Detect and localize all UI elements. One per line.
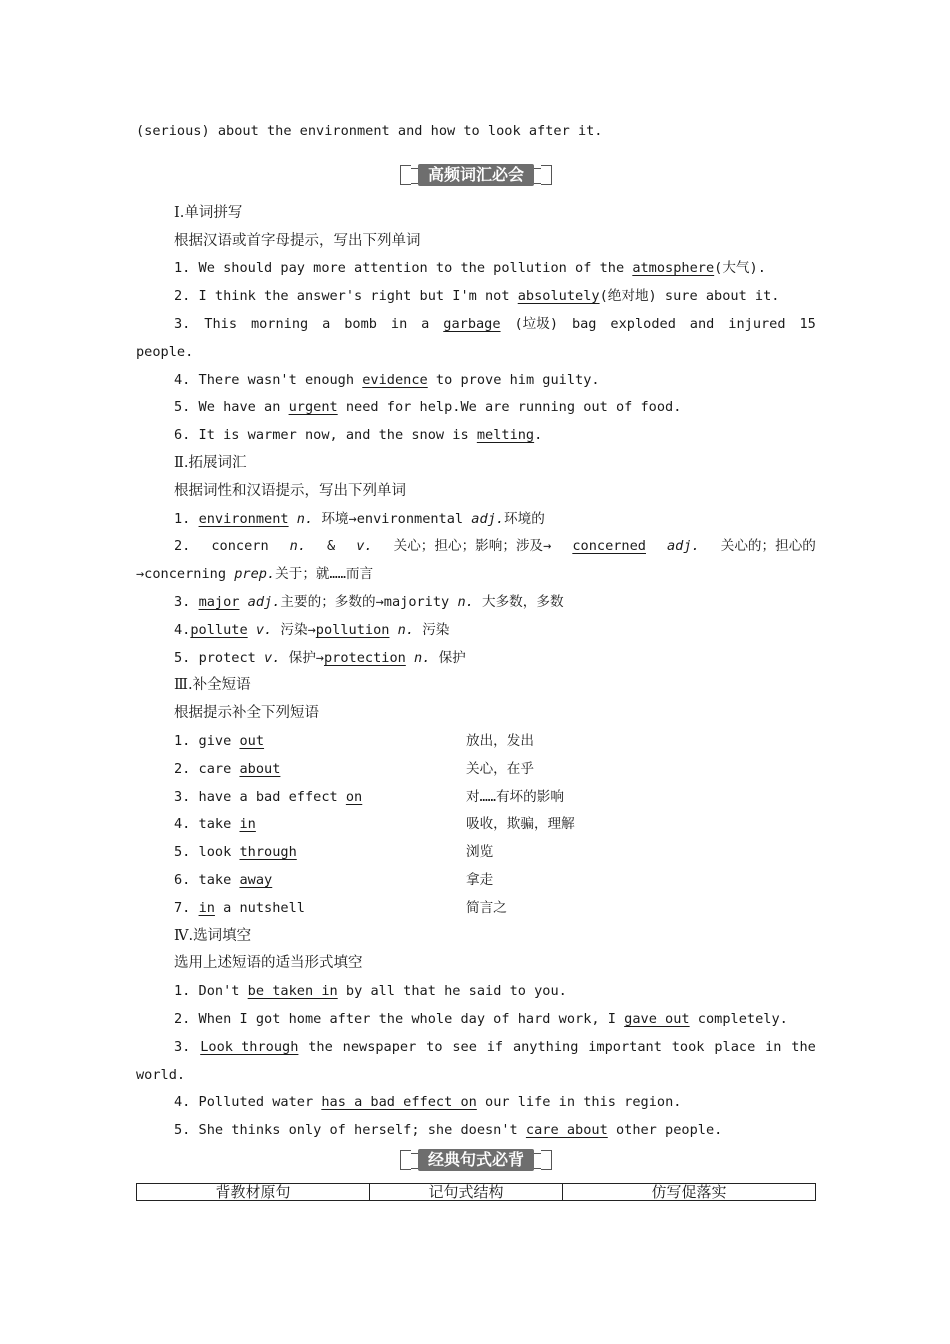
answer: melting	[476, 427, 535, 444]
answer: on	[345, 788, 363, 805]
part4-title: Ⅳ.选词填空	[174, 927, 252, 944]
answer: absolutely	[517, 288, 600, 305]
spelling-item-6: 6. It is warmer now, and the snow is melting.	[174, 427, 543, 444]
part2-instruction: 根据词性和汉语提示，写出下列单词	[174, 482, 406, 499]
answer: in	[239, 816, 256, 833]
answer: about	[239, 760, 281, 777]
phrase-meaning: 吸收，欺骗，理解	[466, 816, 575, 833]
vocab-item-4: 4.pollute v. 污染→pollution n. 污染	[174, 621, 450, 638]
answer: concerned	[572, 538, 646, 555]
vocab-item-2: 2. concern n. & v. 关心；担心；影响；涉及→ concerned adj. 关心的；担心的	[136, 533, 816, 561]
phrase-meaning: 浏览	[466, 844, 494, 861]
spelling-item-1: 1. We should pay more attention to the pollution of the atmosphere(大气).	[174, 260, 766, 277]
fill-blank-item-3: 3. Look through the newspaper to see if anything important took place in the	[136, 1034, 816, 1062]
spelling-item-2: 2. I think the answer's right but I'm not absolutely(绝对地) sure about it.	[174, 288, 780, 305]
spelling-item-3-cont: people.	[136, 343, 194, 360]
part4-instruction: 选用上述短语的适当形式填空	[174, 955, 363, 972]
sentence-table	[136, 1183, 816, 1201]
vocab-item-2-cont: →concerning prep.关于；就……而言	[136, 566, 374, 583]
table-header: 背教材原句	[137, 1183, 370, 1200]
phrase-meaning: 简言之	[466, 899, 507, 916]
vocab-item-3: 3. major adj.主要的；多数的→majority n. 大多数，多数	[174, 593, 564, 610]
answer: major	[198, 593, 240, 610]
phrase-meaning: 关心，在乎	[466, 760, 534, 777]
answer: gave out	[624, 1010, 690, 1027]
fill-blank-item-1: 1. Don't be taken in by all that he said to you.	[174, 983, 567, 1000]
section-title: 经典句式必背	[418, 1149, 534, 1171]
phrase-meaning: 拿走	[466, 871, 494, 888]
spelling-item-4: 4. There wasn't enough evidence to prove him guilty.	[174, 371, 600, 388]
section-banner-vocabulary	[136, 146, 816, 200]
phrase-item-4: 4. take in 吸收，欺骗，理解	[136, 811, 816, 839]
vocab-item-5: 5. protect v. 保护→protection n. 保护	[174, 649, 466, 666]
fill-blank-item-4: 4. Polluted water has a bad effect on our life in this region.	[174, 1094, 682, 1111]
vocab-item-1: 1. environment n. 环境→environmental adj.环境的	[174, 510, 545, 527]
answer: away	[239, 871, 273, 888]
answer: pollution	[315, 621, 390, 638]
answer: through	[239, 844, 297, 861]
table-header: 仿写促落实	[563, 1183, 816, 1200]
answer: garbage	[443, 315, 501, 332]
answer: protection	[323, 649, 406, 666]
part1-instruction: 根据汉语或首字母提示，写出下列单词	[174, 232, 421, 249]
answer: Look through	[200, 1038, 299, 1055]
answer: urgent	[288, 399, 338, 416]
answer: out	[239, 732, 265, 749]
phrase-meaning: 对……有坏的影响	[466, 788, 564, 805]
phrase-meaning: 放出，发出	[466, 732, 534, 749]
part3-title: Ⅲ.补全短语	[174, 677, 251, 694]
answer: atmosphere	[632, 260, 715, 277]
answer: pollute	[190, 621, 248, 638]
part1-title: Ⅰ.单词拼写	[174, 204, 243, 221]
phrase-item-2: 2. care about 关心，在乎	[136, 756, 816, 784]
document-page	[136, 118, 816, 1201]
spelling-item-3: 3. This morning a bomb in a garbage (垃圾) bag exploded and injured 15	[136, 311, 816, 339]
answer: environment	[198, 510, 289, 527]
answer: has a bad effect on	[321, 1094, 477, 1111]
spelling-item-5: 5. We have an urgent need for help.We are running out of food.	[174, 399, 682, 416]
section-banner-sentences	[136, 1145, 816, 1179]
answer: be taken in	[247, 983, 338, 1000]
answer: evidence	[362, 371, 428, 388]
phrase-item-5: 5. look through 浏览	[136, 839, 816, 867]
answer: in	[198, 899, 215, 916]
table-header: 记句式结构	[370, 1183, 563, 1200]
fill-blank-item-3-cont: world.	[136, 1066, 186, 1083]
fill-blank-item-2: 2. When I got home after the whole day of hard work, I gave out completely.	[174, 1010, 788, 1027]
fill-blank-item-5: 5. She thinks only of herself; she doesn't care about other people.	[174, 1122, 723, 1139]
intro-line: (serious) about the environment and how to look after it.	[136, 123, 603, 139]
phrase-item-7: 7. in a nutshell 简言之	[136, 895, 816, 923]
section-title: 高频词汇必会	[418, 164, 534, 186]
phrase-item-6: 6. take away 拿走	[136, 867, 816, 895]
answer: care about	[525, 1122, 608, 1139]
phrase-item-1: 1. give out 放出，发出	[136, 728, 816, 756]
part2-title: Ⅱ.拓展词汇	[174, 454, 247, 471]
part3-instruction: 根据提示补全下列短语	[174, 705, 319, 722]
phrase-item-3: 3. have a bad effect on 对……有坏的影响	[136, 784, 816, 812]
